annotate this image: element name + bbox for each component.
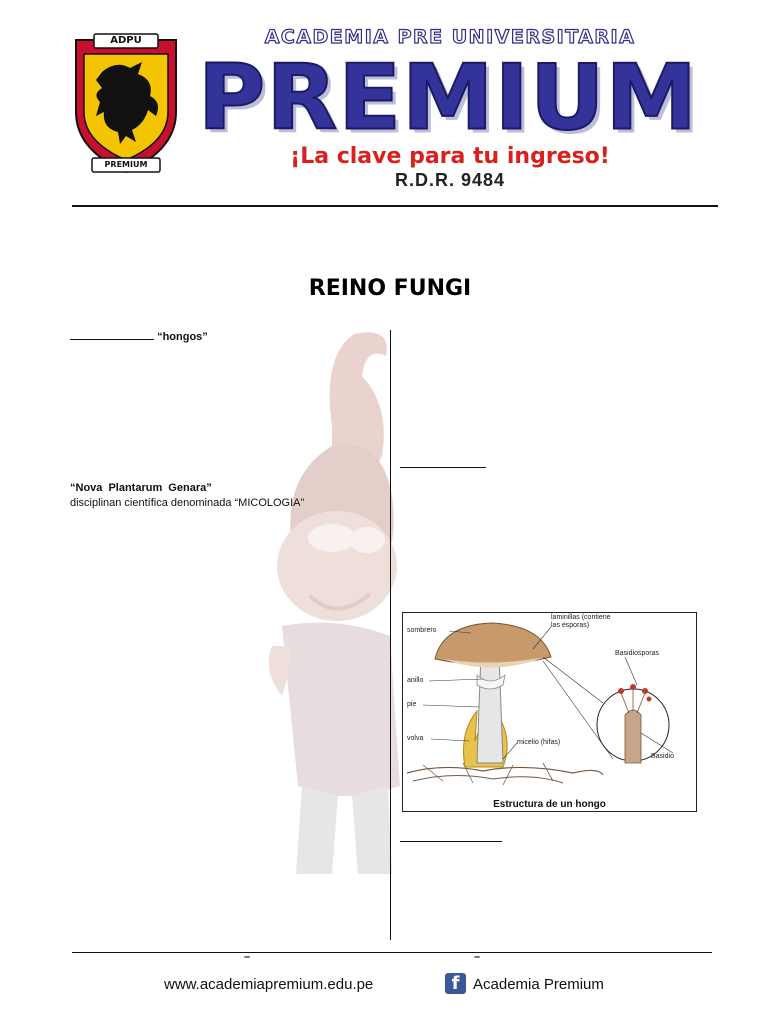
label-basidio: Basidio (651, 753, 674, 760)
mushroom-illustration (403, 613, 696, 811)
label-volva: volva (407, 735, 424, 742)
academy-line: ACADEMIA PRE UNIVERSITARIA (264, 26, 636, 48)
footer-dash-left: – (244, 951, 251, 963)
registration-number: R.D.R. 9484 (394, 170, 506, 190)
mascot-watermark (262, 326, 408, 874)
label-anillo: anillo (407, 677, 424, 684)
website-link[interactable]: www.academiapremium.edu.pe (164, 976, 374, 993)
label-sombrero: sombrero (407, 627, 437, 634)
micologia-text: disciplinan científica denominada “MICOLOGIA” (70, 497, 305, 509)
footer-dash-right: – (474, 951, 481, 963)
label-basidiosporas: Basidiosporas (615, 650, 659, 657)
fill-in-blank-right-2[interactable] (400, 841, 502, 842)
footer-divider (72, 952, 712, 953)
hongos-label: “hongos” (157, 331, 208, 343)
brand-name: PREMIUM (197, 45, 699, 150)
nova-plantarum-title: “Nova Plantarum Genara” (70, 482, 212, 494)
facebook-page-link[interactable]: Academia Premium (473, 976, 604, 993)
page-title: REINO FUNGI (308, 276, 472, 301)
academy-shield-logo (72, 32, 180, 177)
label-pie: pie (407, 701, 417, 708)
header-divider (72, 205, 718, 207)
facebook-icon[interactable]: f (445, 973, 466, 994)
figure-caption: Estructura de un hongo (493, 799, 606, 810)
shield-bottom-text: PREMIUM (104, 160, 148, 169)
fill-in-blank[interactable] (70, 338, 154, 340)
column-divider (390, 330, 391, 940)
slogan: ¡La clave para tu ingreso! (290, 144, 610, 169)
mushroom-structure-figure (402, 612, 697, 812)
label-laminillas: laminillas (contiene las esporas) (551, 614, 611, 629)
shield-top-text: ADPU (110, 35, 142, 46)
label-micelio: micelio (hifas) (517, 739, 561, 746)
hongos-definition (70, 331, 208, 343)
fill-in-blank-right-1[interactable] (400, 467, 486, 468)
